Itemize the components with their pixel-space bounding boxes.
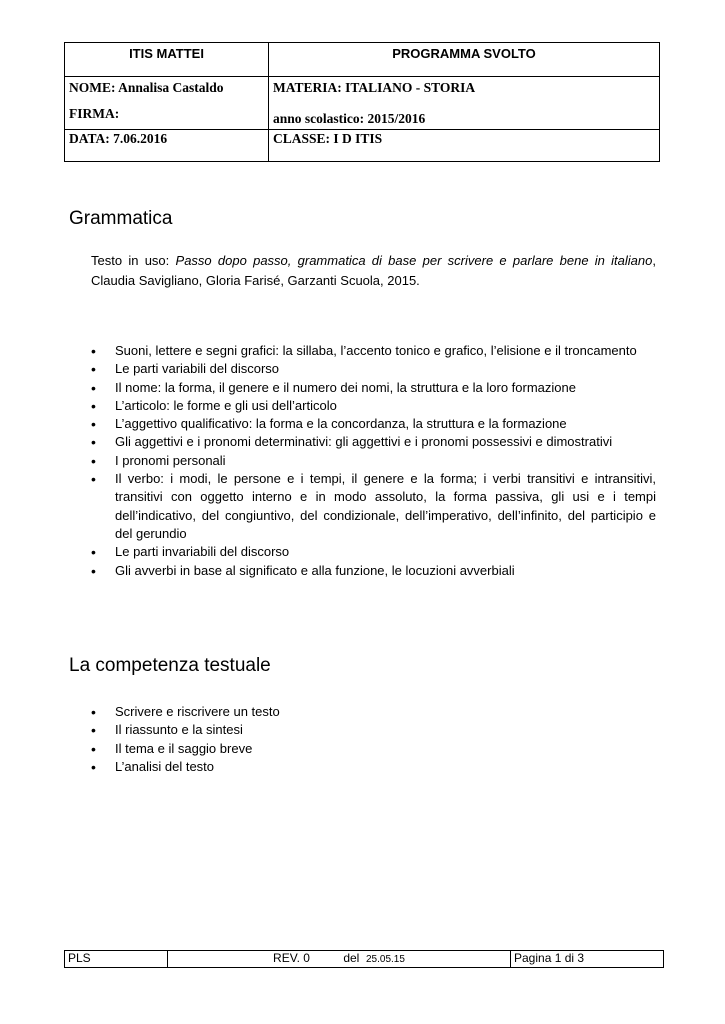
list-item: • Scrivere e riscrivere un testo xyxy=(91,703,656,721)
teacher-name: NOME: Annalisa Castaldo xyxy=(69,80,224,95)
school-name: ITIS MATTEI xyxy=(65,43,269,77)
list-item: • Gli avverbi in base al significato e alla funzione, le locuzioni avverbiali xyxy=(91,562,656,580)
list-item: • Le parti variabili del discorso xyxy=(91,360,656,378)
competenza-list xyxy=(91,703,656,776)
date: DATA: 7.06.2016 xyxy=(65,130,269,162)
footer-code: PLS xyxy=(65,951,168,968)
textbook-reference xyxy=(91,251,656,291)
list-item: • Il riassunto e la sintesi xyxy=(91,721,656,739)
list-item: • Gli aggettivi e i pronomi determinativi: gli aggettivi e i pronomi possessivi e dimostrativi xyxy=(91,433,656,451)
school-year: anno scolastico: 2015/2016 xyxy=(273,111,426,126)
list-item: • Le parti invariabili del discorso xyxy=(91,543,656,561)
revision-label: REV. 0 xyxy=(273,951,310,965)
textbook-title: Passo dopo passo, grammatica di base per scrivere e parlare bene in italiano xyxy=(175,253,653,268)
intro-prefix: Testo in uso: xyxy=(91,253,176,268)
footer-table xyxy=(64,950,664,968)
signature-label: FIRMA: xyxy=(69,106,120,121)
subject: MATERIA: ITALIANO - STORIA xyxy=(273,80,476,95)
list-item: • L’articolo: le forme e gli usi dell’articolo xyxy=(91,397,656,415)
list-item: • Il tema e il saggio breve xyxy=(91,740,656,758)
section-heading-competenza: La competenza testuale xyxy=(69,655,271,676)
list-item: • Il nome: la forma, il genere e il numero dei nomi, la struttura e la loro formazione xyxy=(91,379,656,397)
section-heading-grammatica: Grammatica xyxy=(69,208,173,229)
del-label: del xyxy=(343,951,360,965)
footer-revision xyxy=(168,951,511,968)
list-item: • Il verbo: i modi, le persone e i tempi, il genere e la forma; i verbi transitivi e intransitivi, transitivi con oggetto interno e in modo assoluto, la forma passiva, gli usi e i tempi dell’indicativo, del congiuntivo, del condizionale, dell’imperativo, dell’infinito, del participio e del gerundio xyxy=(91,470,656,543)
list-item: • I pronomi personali xyxy=(91,452,656,470)
revision-date: 25.05.15 xyxy=(366,954,405,965)
page-number: Pagina 1 di 3 xyxy=(511,951,664,968)
intro-suffix: , Claudia Savigliano, Gloria Farisé, Garzanti Scuola, 2015. xyxy=(91,253,656,288)
list-item: • L’analisi del testo xyxy=(91,758,656,776)
grammatica-list xyxy=(91,342,656,580)
header-table xyxy=(64,42,660,162)
document-title: PROGRAMMA SVOLTO xyxy=(269,43,660,77)
list-item: • L’aggettivo qualificativo: la forma e la concordanza, la struttura e la formazione xyxy=(91,415,656,433)
list-item: • Suoni, lettere e segni grafici: la sillaba, l’accento tonico e grafico, l’elisione e il troncamento xyxy=(91,342,656,360)
class: CLASSE: I D ITIS xyxy=(269,130,660,162)
